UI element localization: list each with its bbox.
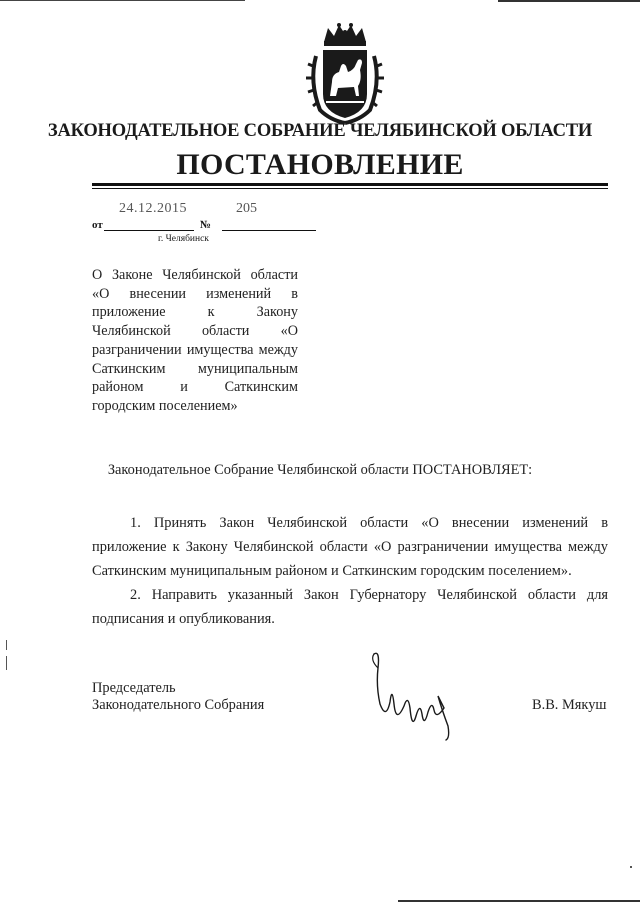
number-underline [222,230,316,231]
document-number: 205 [236,201,257,216]
scan-edge-top-left [0,0,245,1]
document-type-title: ПОСТАНОВЛЕНИЕ [176,148,464,181]
document-subject: О Законе Челябинской области «О внесении изменений в приложение к Закону Челябинской области «О разграничении имущества между Саткинским муниципальным районом и Саткинским городским поселением» [92,267,298,414]
coat-of-arms-icon [306,22,384,126]
header-rule-thick [92,183,608,186]
number-label: № [200,219,212,231]
city-label: г. Челябинск [158,234,209,244]
header-rule-thin [92,188,608,189]
signer-position [92,680,264,714]
paragraph-2: 2. Направить указанный Закон Губернатору Челябинской области для подписания и опубликования. [92,587,608,627]
handwritten-signature [364,646,460,742]
margin-mark [6,656,7,670]
organization-name: ЗАКОНОДАТЕЛЬНОЕ СОБРАНИЕ ЧЕЛЯБИНСКОЙ ОБЛАСТИ [47,121,593,141]
signer-name: В.В. Мякуш [532,697,607,713]
signer-position-line1: Председатель [92,680,176,696]
date-label: от [92,219,103,231]
signer-position-line2: Законодательного Собрания [92,697,265,713]
scan-edge-top-right [498,0,640,2]
scan-speck [630,866,632,868]
paragraph-1: 1. Принять Закон Челябинской области «О внесении изменений в приложение к Закону Челябинской области «О разграничении имущества между Саткинским муниципальным районом и Саткинским городским поселением». [92,515,608,579]
margin-mark [6,640,7,650]
document-date: 24.12.2015 [119,201,187,216]
decree-statement: Законодательное Собрание Челябинской области ПОСТАНОВЛЯЕТ: [107,462,533,478]
date-underline [104,230,194,231]
scan-edge-bottom [398,900,640,902]
